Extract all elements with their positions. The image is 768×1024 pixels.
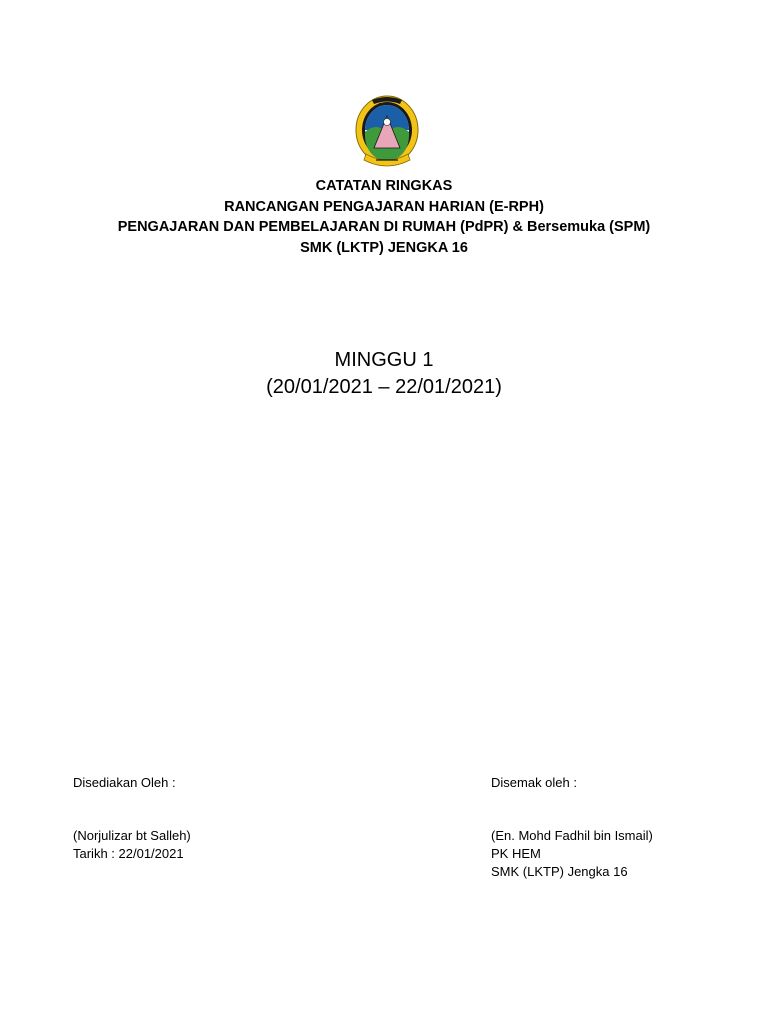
week-heading xyxy=(0,347,768,401)
header-subtitle: RANCANGAN PENGAJARAN HARIAN (E-RPH) xyxy=(224,198,544,215)
week-date-range: (20/01/2021 – 22/01/2021) xyxy=(266,376,502,398)
checked-by-school: SMK (LKTP) Jengka 16 xyxy=(491,864,628,879)
checked-by-label: Disemak oleh : xyxy=(491,775,577,790)
prepared-by-label: Disediakan Oleh : xyxy=(73,775,176,790)
header-title: CATATAN RINGKAS xyxy=(315,178,453,194)
checked-by-position: PK HEM xyxy=(491,846,541,861)
prepared-by-date: Tarikh : 22/01/2021 xyxy=(73,846,184,861)
prepared-by-block xyxy=(73,774,191,863)
school-crest-icon xyxy=(352,92,422,172)
header-program: PENGAJARAN DAN PEMBELAJARAN DI RUMAH (PdPR) & Bersemuka (SPM) xyxy=(117,219,651,235)
prepared-by-name: (Norjulizar bt Salleh) xyxy=(73,828,191,843)
header-school: SMK (LKTP) JENGKA 16 xyxy=(300,239,468,256)
document-header xyxy=(0,176,768,258)
week-title: MINGGU 1 xyxy=(334,349,434,371)
checked-by-name: (En. Mohd Fadhil bin Ismail) xyxy=(491,828,653,843)
checked-by-block xyxy=(491,774,653,881)
